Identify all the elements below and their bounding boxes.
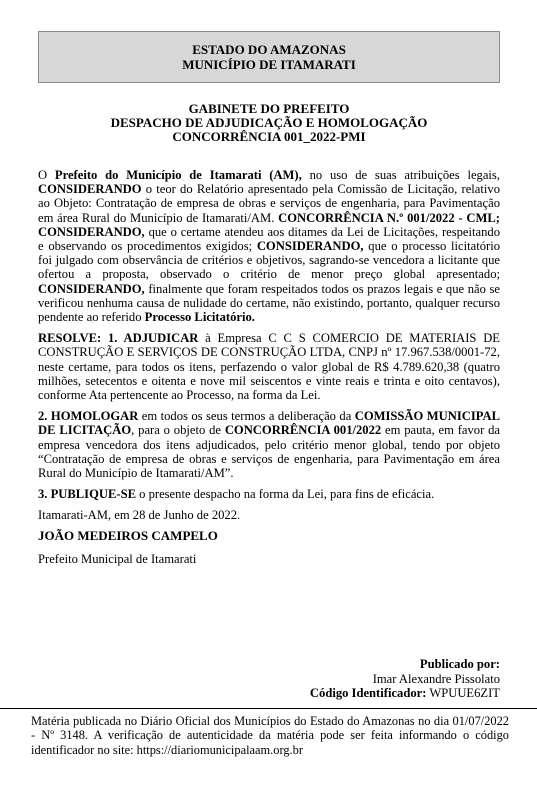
document-titles xyxy=(38,102,500,144)
bold-span: CONSIDERANDO xyxy=(38,182,142,197)
publisher-name: Imar Alexandre Pissolato xyxy=(372,671,500,686)
bold-span: CONCORRÊNCIA N.º 001/2022 - CML; CONSIDERANDO, xyxy=(38,210,500,239)
identifier-label: Código Identificador: xyxy=(309,686,427,700)
bold-span: CONCORRÊNCIA 001/2022 xyxy=(224,423,382,438)
footer-divider xyxy=(0,708,537,709)
publication-block xyxy=(310,657,500,701)
bold-span: RESOLVE: 1. ADJUDICAR xyxy=(38,331,199,346)
text-span: à Empresa C C S COMERCIO DE MATERIAIS DE CONSTRUÇÃO E SERVIÇOS DE CONSTRUÇÃO LTDA, CNPJ nº 17.967.538/0001-72, neste certame, para todos os itens, perfazendo o valor global de R$ 4.789.620,38 (quatro milhões, setecentos e oitenta e nove mil seiscentos e vinte reais e trinta e oito centavos), conforme Ata pertencente ao Processo, na forma da Lei. xyxy=(38,331,500,403)
bold-span: 2. HOMOLOGAR xyxy=(38,409,139,424)
text-span: O xyxy=(38,168,55,182)
text-span: o presente despacho na forma da Lei, para fins de eficácia. xyxy=(135,487,435,502)
bold-span: Processo Licitatório. xyxy=(144,310,255,325)
bold-span: CONSIDERANDO, xyxy=(38,281,145,296)
bold-span: CONSIDERANDO, xyxy=(256,239,364,254)
text-span: em pauta, em favor da empresa vencedora dos itens adjudicados, pelo critério menor global, tendo por objeto “Contratação de empresa de obras e serviços de engenharia, para Pavimentação em área Rural do Município de Itamarati/AM”. xyxy=(38,423,500,481)
signatory-role: Prefeito Municipal de Itamarati xyxy=(38,551,197,566)
signatory-name: JOÃO MEDEIROS CAMPELO xyxy=(38,527,218,543)
published-by-label: Publicado por: xyxy=(419,657,500,671)
tender-title: CONCORRÊNCIA 001_2022-PMI xyxy=(172,129,366,144)
footer-note: Matéria publicada no Diário Oficial dos Municípios do Estado do Amazonas no dia 01/07/2022 - Nº 3148. A verificação de autenticidade da matéria pode ser feita informando o código identificador no site: https://diariomunicipalaam.org.br xyxy=(31,714,509,757)
office-title: GABINETE DO PREFEITO xyxy=(188,101,350,116)
dispatch-title: DESPACHO DE ADJUDICAÇÃO E HOMOLOGAÇÃO xyxy=(110,115,428,130)
homologation-paragraph xyxy=(38,409,500,480)
bold-span: 3. PUBLIQUE-SE xyxy=(38,487,136,502)
state-header-box xyxy=(38,31,500,83)
bold-span: Prefeito do Município de Itamarati (AM), xyxy=(54,168,302,182)
text-span: , para o objeto de xyxy=(131,423,225,438)
text-span: em todos os seus termos a deliberação da xyxy=(138,409,355,424)
text-span: que o processo licitatório foi julgado com observância de critérios e objetivos, sagrando-se vencedora a licitante que ofertou a proposta, observado o critério de menor preço global apresentado; xyxy=(38,239,500,282)
date-line: Itamarati-AM, em 28 de Junho de 2022. xyxy=(38,508,241,523)
text-span: finalmente que foram respeitados todos os prazos legais e que não se verificou nenhuma causa de nulidade do certame, não existindo, portanto, qualquer recurso pendente ao referido xyxy=(38,281,500,325)
text-span: que o certame atendeu aos ditames da Lei de Licitações, respeitando e observando os procedimentos exigidos; xyxy=(38,224,500,254)
publish-paragraph xyxy=(38,487,500,501)
state-name: ESTADO DO AMAZONAS xyxy=(192,42,346,57)
municipality-name: MUNICÍPIO DE ITAMARATI xyxy=(182,57,356,72)
text-span: o teor do Relatório apresentado pela Comissão de Licitação, relativo ao Objeto: Contratação de empresa de obras e serviços de engenharia, para Pavimentação em área Rural do Município de Itamarati/AM. xyxy=(38,182,500,225)
considerations-paragraph xyxy=(38,168,500,324)
bold-span: COMISSÃO MUNICIPAL DE LICITAÇÃO xyxy=(38,409,501,438)
identifier-code: WPUUE6ZIT xyxy=(426,686,500,700)
text-span: no uso de suas atribuições legais, xyxy=(301,168,500,182)
document-body xyxy=(38,168,500,566)
adjudication-paragraph xyxy=(38,331,500,402)
